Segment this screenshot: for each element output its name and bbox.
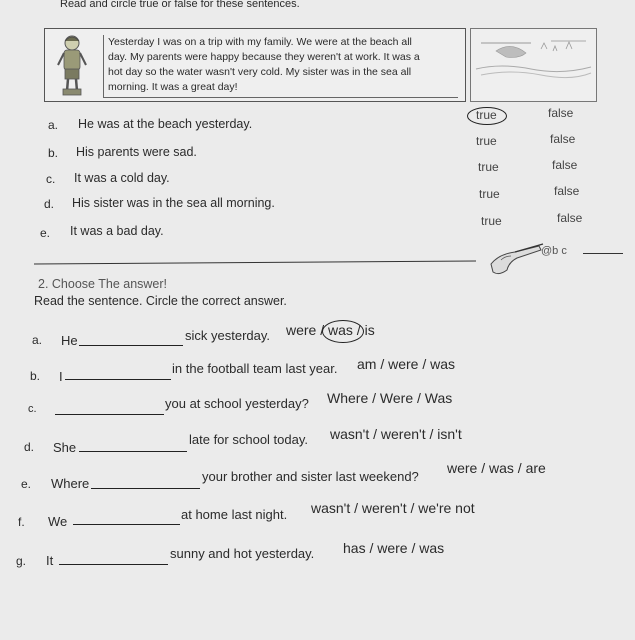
story-line: Yesterday I was on a trip with my family. We were at the beach all [108, 36, 412, 48]
true-option[interactable]: true [481, 214, 502, 228]
row-rest: you at school yesterday? [165, 396, 309, 411]
row-subject: It [46, 553, 54, 568]
false-option[interactable]: false [552, 158, 578, 172]
row-rest: your brother and sister last weekend? [202, 469, 419, 484]
true-option[interactable]: true [479, 187, 500, 201]
story-line: morning. It was a great day! [108, 81, 238, 93]
row-rest: in the football team last year. [172, 361, 338, 376]
story-line: day. My parents were happy because they weren't at work. It was a [108, 51, 420, 63]
row-options[interactable]: were / was / are [447, 460, 546, 476]
answer-blank[interactable] [79, 451, 187, 452]
tf-letter: e. [40, 226, 51, 240]
true-option[interactable]: true [478, 160, 499, 174]
false-option[interactable]: false [554, 184, 580, 198]
beach-picture [470, 28, 597, 102]
tf-statement: It was a bad day. [70, 224, 164, 238]
row-subject: We [48, 514, 68, 529]
row-options[interactable]: wasn't / weren't / isn't [330, 426, 462, 442]
tf-letter: c. [46, 172, 56, 186]
abc-label: @b c [541, 245, 567, 257]
story-text [103, 35, 458, 98]
tf-letter: b. [48, 146, 59, 160]
answer-blank[interactable] [65, 379, 171, 380]
row-subject: She [53, 440, 77, 455]
tf-statement: He was at the beach yesterday. [78, 117, 253, 131]
row-rest: sunny and hot yesterday. [170, 546, 315, 561]
answer-blank[interactable] [73, 524, 180, 525]
false-option[interactable]: false [548, 106, 574, 120]
abc-line [583, 253, 623, 254]
tf-letter: d. [44, 197, 55, 211]
row-letter: g. [16, 554, 27, 568]
section1-instruction: Read and circle true or false for these sentences. [60, 0, 300, 10]
row-letter: f. [18, 515, 25, 529]
false-option[interactable]: false [557, 211, 583, 225]
row-letter: b. [30, 369, 41, 383]
beach-illustration [471, 29, 596, 101]
tf-statement: His parents were sad. [76, 145, 197, 159]
answer-blank[interactable] [59, 564, 168, 565]
boy-illustration [50, 31, 100, 99]
row-subject: I [59, 369, 63, 384]
row-letter: c. [28, 403, 37, 415]
true-option[interactable]: true [476, 134, 497, 148]
tf-statement: His sister was in the sea all morning. [72, 196, 275, 210]
row-letter: e. [21, 477, 32, 491]
answer-blank[interactable] [55, 414, 164, 415]
tf-letter: a. [48, 118, 59, 132]
section-divider [34, 260, 476, 264]
true-option[interactable]: true [476, 108, 497, 122]
pencil-hand-icon [487, 240, 547, 280]
answer-blank[interactable] [79, 345, 183, 346]
answer-blank[interactable] [91, 488, 200, 489]
tf-statement: It was a cold day. [74, 171, 170, 185]
section2-title: 2. Choose The answer! [38, 277, 168, 291]
section2-instruction: Read the sentence. Circle the correct answer. [34, 294, 287, 308]
row-letter: d. [24, 440, 35, 454]
row-options[interactable]: were / was / is [286, 322, 375, 338]
row-options[interactable]: Where / Were / Was [327, 390, 453, 406]
row-subject: Where [51, 476, 90, 491]
false-option[interactable]: false [550, 132, 576, 146]
row-rest: sick yesterday. [185, 328, 271, 343]
answer-circle [322, 320, 364, 343]
row-options[interactable]: am / were / was [357, 356, 456, 372]
row-letter: a. [32, 333, 43, 347]
row-rest: late for school today. [189, 432, 308, 447]
row-subject: He [61, 333, 78, 348]
row-options[interactable]: has / were / was [343, 540, 445, 556]
story-line: hot day so the water wasn't very cold. My sister was in the sea all [108, 66, 412, 78]
row-options[interactable]: wasn't / weren't / we're not [311, 500, 475, 516]
row-rest: at home last night. [181, 507, 288, 522]
